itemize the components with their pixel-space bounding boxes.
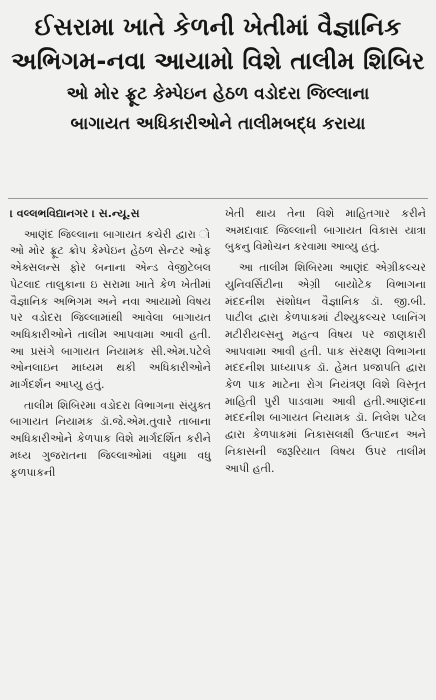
article-body: [10, 206, 426, 694]
paragraph: આ તાલીમ શિબિરમા આણંદ એગ્રીકલ્ચર યુનિવર્સિટીના એગ્રી બાયોટેક વિભાગના મંદદનીશ સંશોધન વૈજ્ઞાનિક ડૉ. જી.બી. પાટીલ દ્વારા કેળપાકમાં ટીશ્યુકલ્ચર પ્લાનિંગ મટીરીયલ્સનુ મહત્વ વિષય પર જાણકારી આપવામા આવી હતી. પાક સંરક્ષણ વિભાગના મદદનીશ પ્રાધ્યાપક ડૉ. હેમત પ્રજાપતિ દ્વારા કેળ પાક માટેના રોગ નિયંત્રણ વિશે વિસ્તૃત માહિતી પુરી પાડવામા આવી હતી.આણંદના મદદનીશ બાગાયત નિયામક ડૉ. નિલેશ પટેલ દ્વારા કેળપાકમાં નિકાસલક્ષી ઉત્પાદન અને નિકાસની જરૂરિયાત વિષય ઉપર તાલીમ આપી હતી.: [225, 261, 426, 475]
dateline: । વલ્લભવિદ્યાનગર । સ.ન્યૂ.સ: [10, 207, 140, 220]
article-column-2: [225, 206, 426, 694]
article-column-1: [10, 206, 211, 694]
paragraph: તાલીમ શિબિરમા વડોદરા વિભાગના સંયુક્ત બાગાયત નિયામક ડૉ.જે.એમ.તુવારે તાબાના અધિકારીઓને કેળપાક વિશે માર્ગદર્શિત કરીને મધ્ય ગુજરાતના જિલ્લાઓમાં વધુમા વધુ ફળપાકની: [10, 398, 211, 479]
headline-divider: [8, 198, 428, 199]
headline-line-1: ઈસરામા ખાતે કેળની ખેતીમાં વૈજ્ઞાનિક: [34, 13, 402, 41]
headline-line-2: અભિગમ-નવા આયામો વિશે તાલીમ શિબિર: [11, 47, 425, 75]
paragraph: આણંદ જિલ્લાના બાગાયત કચેરી દ્વારા ો ઓ મોર ફ્રૂટ ક્રોપ કેમ્પેઇન હેઠળ સેન્ટર ઓફ એક્સલન્સ ફોર બનાના એન્ડ વેજીટેબલ પેટલાદ તાલુકાના ઇ સરામા ખાતે કેળ ખેતીમાં વૈજ્ઞાનિક અભિગમ અને નવા આયામો વિષય પર વડોદરા જિલ્લામાંથી આવેલા બાગાયત અધિકારીઓને તાલીમ આપવામા આવી હતી. આ પ્રસંગે બાગાયત નિયામક સી.એમ.પટેલે ઓનલાઇન માધ્યમ થકી અધિકારીઓને માર્ગદર્શન આપ્યુ હતું.: [10, 227, 211, 392]
subheadline-line-1: ઓ મોર ફ્રૂટ કેમ્પેઇન હેઠળ વડોદરા જિલ્લાના: [66, 84, 370, 104]
paragraph: ખેતી થાય તેના વિશે માહિતગાર કરીને અમદાવાદ જિલ્લાની બાગાયત વિકાસ યાત્રા બુકનુ વિમોચન કરવામા આવ્યુ હતું.: [225, 207, 426, 254]
subheadline-line-2: બાગાયત અધિકારીઓને તાલીમબદ્ધ કરાયા: [70, 114, 366, 134]
headline-block: [8, 10, 428, 138]
